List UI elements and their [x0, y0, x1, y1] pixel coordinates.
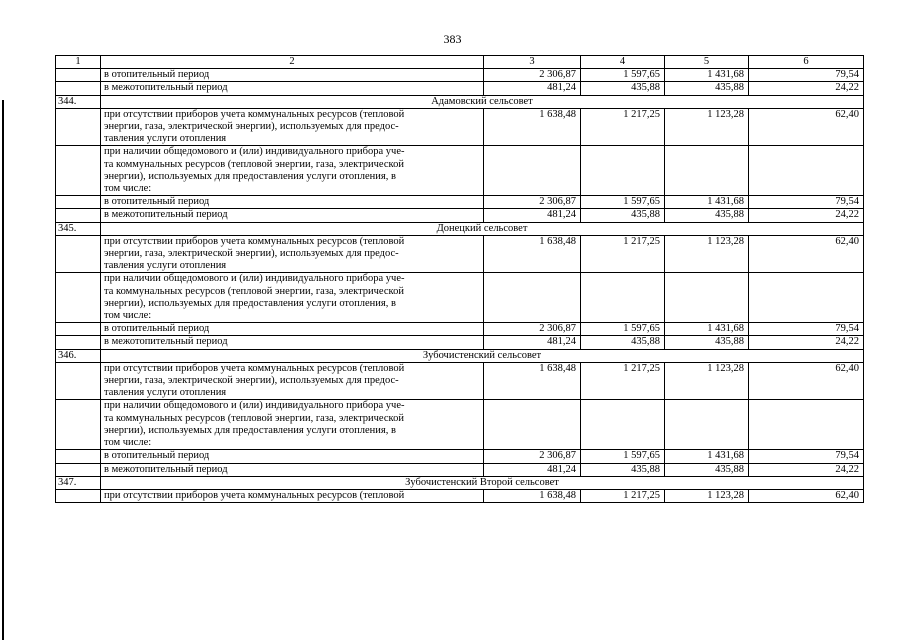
- value-cell: [665, 146, 749, 196]
- value-cell: [749, 273, 864, 323]
- description-line: при отсутствии приборов учета коммунальных ресурсов (тепловой: [104, 362, 405, 374]
- value-cell: 1 217,25: [581, 235, 665, 273]
- description-line: тавления услуги отопления: [104, 387, 227, 399]
- table-row: [56, 400, 864, 450]
- table-row: [56, 146, 864, 196]
- description-line: при отсутствии приборов учета коммунальных ресурсов (тепловой: [104, 108, 405, 120]
- description-line: при наличии общедомового и (или) индивидуального прибора уче-: [104, 273, 405, 285]
- row-description: в межотопительный период: [101, 463, 484, 476]
- row-description: в отопительный период: [101, 323, 484, 336]
- section-row: [56, 476, 864, 489]
- value-cell: 435,88: [581, 209, 665, 222]
- value-cell: 62,40: [749, 362, 864, 400]
- value-cell: 2 306,87: [484, 196, 581, 209]
- section-title: Донецкий сельсовет: [101, 222, 864, 235]
- description-line: том числе:: [104, 310, 152, 322]
- row-description: в межотопительный период: [101, 82, 484, 95]
- value-cell: 435,88: [665, 209, 749, 222]
- value-cell: 1 597,65: [581, 323, 665, 336]
- description-line: энергии, газа, электрической энергии), используемых для предос-: [104, 121, 399, 133]
- table-row: [56, 362, 864, 400]
- value-cell: 1 431,68: [665, 69, 749, 82]
- value-cell: [484, 146, 581, 196]
- tariff-table-body: [56, 56, 864, 503]
- value-cell: 24,22: [749, 82, 864, 95]
- table-row: [56, 235, 864, 273]
- row-description: в отопительный период: [101, 196, 484, 209]
- row-number-cell: [56, 146, 101, 196]
- table-row: [56, 450, 864, 463]
- row-number-cell: [56, 82, 101, 95]
- description-line: тавления услуги отопления: [104, 260, 227, 272]
- value-cell: 62,40: [749, 235, 864, 273]
- value-cell: [749, 146, 864, 196]
- row-number-cell: [56, 235, 101, 273]
- table-row: [56, 489, 864, 502]
- value-cell: [665, 273, 749, 323]
- table-row: [56, 463, 864, 476]
- table-row: [56, 323, 864, 336]
- section-row: [56, 222, 864, 235]
- section-number: 346.: [56, 349, 101, 362]
- description-line: при наличии общедомового и (или) индивидуального прибора уче-: [104, 400, 405, 412]
- value-cell: [665, 400, 749, 450]
- value-cell: 435,88: [581, 336, 665, 349]
- table-row: [56, 273, 864, 323]
- value-cell: 1 217,25: [581, 108, 665, 146]
- row-description: в отопительный период: [101, 450, 484, 463]
- value-cell: 435,88: [581, 82, 665, 95]
- value-cell: 1 431,68: [665, 196, 749, 209]
- row-description: в межотопительный период: [101, 336, 484, 349]
- section-number: 347.: [56, 476, 101, 489]
- value-cell: 1 431,68: [665, 450, 749, 463]
- value-cell: 1 638,48: [484, 489, 581, 502]
- value-cell: [581, 400, 665, 450]
- table-row: [56, 209, 864, 222]
- row-description: [101, 273, 484, 323]
- value-cell: 24,22: [749, 209, 864, 222]
- value-cell: 79,54: [749, 196, 864, 209]
- row-number-cell: [56, 323, 101, 336]
- value-cell: 481,24: [484, 209, 581, 222]
- row-description: в межотопительный период: [101, 209, 484, 222]
- description-line: энергии), используемых для предоставления услуги отопления, в: [104, 297, 396, 309]
- page-number: 383: [443, 32, 462, 46]
- row-number-cell: [56, 362, 101, 400]
- row-description: [101, 400, 484, 450]
- value-cell: 481,24: [484, 336, 581, 349]
- value-cell: 1 123,28: [665, 235, 749, 273]
- column-header: 5: [665, 56, 749, 69]
- value-cell: 1 123,28: [665, 362, 749, 400]
- description-line: тавления услуги отопления: [104, 133, 227, 145]
- column-header: 2: [101, 56, 484, 69]
- description-line: при наличии общедомового и (или) индивидуального прибора уче-: [104, 146, 405, 158]
- value-cell: 1 638,48: [484, 108, 581, 146]
- value-cell: 1 638,48: [484, 235, 581, 273]
- value-cell: 1 638,48: [484, 362, 581, 400]
- row-number-cell: [56, 450, 101, 463]
- row-description: [101, 146, 484, 196]
- row-number-cell: [56, 489, 101, 502]
- description-line: энергии, газа, электрической энергии), используемых для предос-: [104, 248, 399, 260]
- row-number-cell: [56, 400, 101, 450]
- section-number: 344.: [56, 95, 101, 108]
- tariff-table: [55, 55, 864, 503]
- value-cell: [484, 273, 581, 323]
- value-cell: 2 306,87: [484, 323, 581, 336]
- row-number-cell: [56, 108, 101, 146]
- section-row: [56, 95, 864, 108]
- section-number: 345.: [56, 222, 101, 235]
- row-number-cell: [56, 69, 101, 82]
- value-cell: 24,22: [749, 463, 864, 476]
- description-line: та коммунальных ресурсов (тепловой энергии, газа, электрической: [104, 412, 404, 424]
- row-description: [101, 108, 484, 146]
- table-row: [56, 82, 864, 95]
- value-cell: 62,40: [749, 489, 864, 502]
- description-line: том числе:: [104, 437, 152, 449]
- description-line: при отсутствии приборов учета коммунальных ресурсов (тепловой: [104, 235, 405, 247]
- description-line: та коммунальных ресурсов (тепловой энергии, газа, электрической: [104, 158, 404, 170]
- value-cell: [484, 400, 581, 450]
- row-description: в отопительный период: [101, 69, 484, 82]
- value-cell: 1 123,28: [665, 489, 749, 502]
- value-cell: 62,40: [749, 108, 864, 146]
- table-row: [56, 336, 864, 349]
- row-number-cell: [56, 273, 101, 323]
- value-cell: 24,22: [749, 336, 864, 349]
- value-cell: 1 597,65: [581, 69, 665, 82]
- value-cell: 1 217,25: [581, 489, 665, 502]
- value-cell: 481,24: [484, 463, 581, 476]
- description-line: энергии), используемых для предоставления услуги отопления, в: [104, 170, 396, 182]
- value-cell: [581, 146, 665, 196]
- section-row: [56, 349, 864, 362]
- value-cell: 79,54: [749, 323, 864, 336]
- table-row: [56, 196, 864, 209]
- value-cell: 435,88: [665, 463, 749, 476]
- section-title: Зубочистенский Второй сельсовет: [101, 476, 864, 489]
- value-cell: 435,88: [665, 336, 749, 349]
- value-cell: [749, 400, 864, 450]
- column-header: 1: [56, 56, 101, 69]
- row-number-cell: [56, 196, 101, 209]
- value-cell: 1 597,65: [581, 196, 665, 209]
- section-title: Зубочистенский сельсовет: [101, 349, 864, 362]
- value-cell: 2 306,87: [484, 450, 581, 463]
- table-header-row: [56, 56, 864, 69]
- description-line: при отсутствии приборов учета коммунальных ресурсов (тепловой: [104, 489, 405, 501]
- row-description: [101, 235, 484, 273]
- value-cell: 435,88: [581, 463, 665, 476]
- value-cell: 79,54: [749, 450, 864, 463]
- row-description: [101, 489, 484, 502]
- table-row: [56, 108, 864, 146]
- description-line: энергии, газа, электрической энергии), используемых для предос-: [104, 375, 399, 387]
- column-header: 6: [749, 56, 864, 69]
- row-number-cell: [56, 463, 101, 476]
- value-cell: 435,88: [665, 82, 749, 95]
- row-number-cell: [56, 336, 101, 349]
- table-row: [56, 69, 864, 82]
- description-line: энергии), используемых для предоставления услуги отопления, в: [104, 424, 396, 436]
- column-header: 4: [581, 56, 665, 69]
- section-title: Адамовский сельсовет: [101, 95, 864, 108]
- value-cell: 1 431,68: [665, 323, 749, 336]
- row-description: [101, 362, 484, 400]
- value-cell: [581, 273, 665, 323]
- description-line: та коммунальных ресурсов (тепловой энергии, газа, электрической: [104, 285, 404, 297]
- value-cell: 1 597,65: [581, 450, 665, 463]
- page-edge-line: [2, 100, 4, 640]
- description-line: том числе:: [104, 183, 152, 195]
- row-number-cell: [56, 209, 101, 222]
- column-header: 3: [484, 56, 581, 69]
- value-cell: 2 306,87: [484, 69, 581, 82]
- value-cell: 79,54: [749, 69, 864, 82]
- value-cell: 1 123,28: [665, 108, 749, 146]
- value-cell: 481,24: [484, 82, 581, 95]
- value-cell: 1 217,25: [581, 362, 665, 400]
